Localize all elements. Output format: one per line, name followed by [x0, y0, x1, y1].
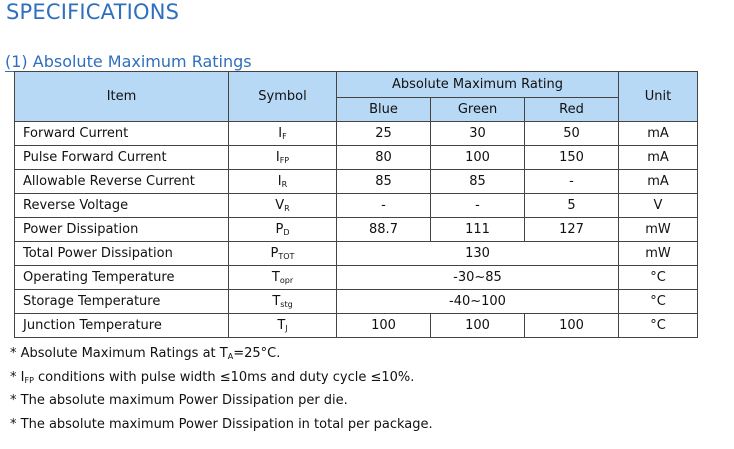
- note-text-tail: conditions with pulse width ≤10ms and duty cycle ≤10%.: [33, 369, 415, 385]
- symbol-letter: T: [271, 270, 280, 285]
- symbol-cell: [229, 266, 337, 290]
- item-cell: Power Dissipation: [15, 218, 229, 242]
- symbol-cell: [229, 146, 337, 170]
- note-subscript: A: [227, 352, 234, 361]
- symbol-letter: P: [275, 222, 284, 237]
- header-blue: Blue: [337, 98, 431, 122]
- rating-cell-blue: 80: [337, 146, 431, 170]
- item-cell: Allowable Reverse Current: [15, 170, 229, 194]
- item-cell: Total Power Dissipation: [15, 242, 229, 266]
- header-item: Item: [15, 72, 229, 122]
- symbol-cell: [229, 314, 337, 338]
- page-title: SPECIFICATIONS: [6, 0, 180, 24]
- symbol-letter: T: [272, 294, 281, 309]
- table-row: [15, 290, 698, 314]
- rating-cell-merged: -30~85: [337, 266, 619, 290]
- table-row: [15, 170, 698, 194]
- symbol-cell: [229, 218, 337, 242]
- unit-cell: mA: [619, 170, 698, 194]
- symbol-letter: I: [277, 174, 282, 189]
- rating-cell-red: -: [525, 170, 619, 194]
- symbol-subscript: R: [281, 180, 288, 189]
- table-row: [15, 218, 698, 242]
- table-body: [15, 122, 698, 338]
- symbol-subscript: stg: [280, 300, 293, 309]
- symbol-subscript: FP: [279, 156, 290, 165]
- symbol-cell: [229, 170, 337, 194]
- header-symbol: Symbol: [229, 72, 337, 122]
- unit-cell: mA: [619, 146, 698, 170]
- rating-cell-red: 50: [525, 122, 619, 146]
- rating-cell-red: 150: [525, 146, 619, 170]
- ratings-table: [14, 71, 698, 338]
- note-text-tail: =25°C.: [233, 346, 281, 361]
- table-row: [15, 122, 698, 146]
- item-cell: Forward Current: [15, 122, 229, 146]
- symbol-cell: [229, 194, 337, 218]
- symbol-letter: I: [278, 126, 283, 141]
- symbol-subscript: opr: [279, 276, 294, 285]
- header-rating-group: Absolute Maximum Rating: [337, 72, 619, 98]
- header-green: Green: [431, 98, 525, 122]
- unit-cell: mA: [619, 122, 698, 146]
- rating-cell-green: 100: [431, 146, 525, 170]
- symbol-subscript: F: [282, 132, 287, 141]
- note-line: [10, 343, 433, 367]
- symbol-letter: V: [275, 198, 285, 213]
- rating-cell-red: 5: [525, 194, 619, 218]
- section-heading: (1) Absolute Maximum Ratings: [5, 52, 252, 71]
- rating-cell-red: 127: [525, 218, 619, 242]
- unit-cell: °C: [619, 266, 698, 290]
- symbol-subscript: R: [284, 204, 290, 213]
- symbol-letter: I: [275, 150, 280, 165]
- unit-cell: mW: [619, 242, 698, 266]
- table-row: [15, 194, 698, 218]
- item-cell: Reverse Voltage: [15, 194, 229, 218]
- symbol-cell: [229, 242, 337, 266]
- rating-cell-red: 100: [525, 314, 619, 338]
- unit-cell: °C: [619, 314, 698, 338]
- symbol-cell: [229, 290, 337, 314]
- rating-cell-green: 111: [431, 218, 525, 242]
- note-line: [10, 390, 433, 414]
- header-red: Red: [525, 98, 619, 122]
- rating-cell-green: 30: [431, 122, 525, 146]
- table-row: [15, 266, 698, 290]
- item-cell: Storage Temperature: [15, 290, 229, 314]
- note-subscript: FP: [24, 375, 34, 385]
- unit-cell: V: [619, 194, 698, 218]
- symbol-subscript: J: [285, 324, 288, 333]
- note-text: * The absolute maximum Power Dissipation per die.: [10, 393, 348, 408]
- table-row: [15, 242, 698, 266]
- symbol-cell: [229, 122, 337, 146]
- table-row: [15, 146, 698, 170]
- note-text: * The absolute maximum Power Dissipation in total per package.: [10, 416, 433, 432]
- rating-cell-green: 85: [431, 170, 525, 194]
- item-cell: Pulse Forward Current: [15, 146, 229, 170]
- symbol-subscript: TOT: [278, 252, 295, 261]
- item-cell: Junction Temperature: [15, 314, 229, 338]
- rating-cell-blue: 88.7: [337, 218, 431, 242]
- note-line: [10, 414, 433, 438]
- rating-cell-blue: 100: [337, 314, 431, 338]
- rating-cell-merged: -40~100: [337, 290, 619, 314]
- rating-cell-blue: -: [337, 194, 431, 218]
- rating-cell-merged: 130: [337, 242, 619, 266]
- rating-cell-green: -: [431, 194, 525, 218]
- note-line: [10, 367, 433, 391]
- symbol-letter: P: [270, 246, 279, 261]
- unit-cell: °C: [619, 290, 698, 314]
- note-text: * I: [10, 369, 25, 385]
- symbol-letter: T: [277, 318, 286, 333]
- symbol-subscript: D: [283, 228, 290, 237]
- item-cell: Operating Temperature: [15, 266, 229, 290]
- note-text: * Absolute Maximum Ratings at T: [10, 346, 228, 361]
- header-unit: Unit: [619, 72, 698, 122]
- rating-cell-green: 100: [431, 314, 525, 338]
- notes-list: [10, 343, 433, 437]
- rating-cell-blue: 85: [337, 170, 431, 194]
- rating-cell-blue: 25: [337, 122, 431, 146]
- table-row: [15, 314, 698, 338]
- unit-cell: mW: [619, 218, 698, 242]
